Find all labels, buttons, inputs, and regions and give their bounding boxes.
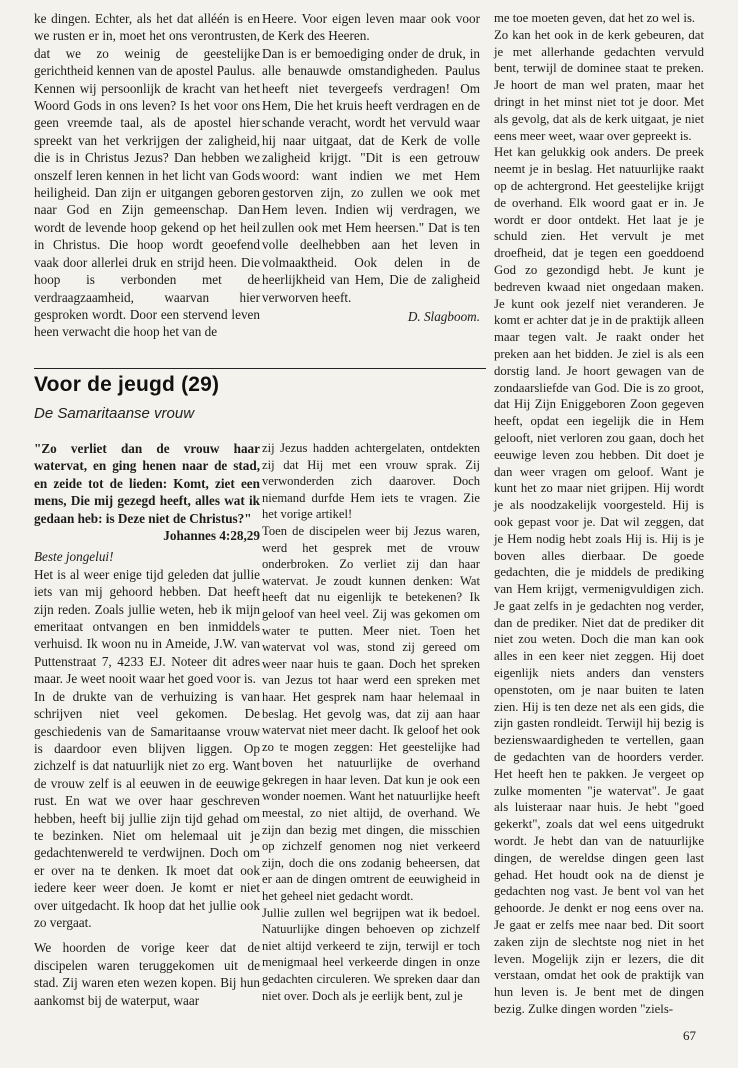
paragraph: Dan is er bemoediging onder de druk, in alle benauwde omstandigheden. Paulus heeft niet tevergeefs verdragen! Om Hem, Die het kruis heeft verdragen en de schande veracht, wordt het vervuld waar hij naar uitgaat, dat de Kerk de volle zaligheid krijgt. "Dit is een getrouw woord: want indien we met Hem gestorven zijn, zo zullen we ook met Hem leven. Indien wij verdragen, we zullen ook met Hem heersen." Dat is ten volle deelhebben aan het leven in volmaaktheid. Ook delen in de heerlijkheid van Hem, Die de zaligheid verworven heeft. (262, 45, 480, 305)
paragraph: Jullie zullen wel begrijpen wat ik bedoel. Natuurlijke dingen behoeven op zichzelf niet altijd verkeerd te zijn, terwijl er toch menigmaal heel verkeerde dingen in onze gedachten circuleren. We spreken daar dan niet over. Doch als je eerlijk bent, zul je (262, 905, 480, 1003)
paragraph: In de drukte van de verhuizing is van schrijven niet veel gekomen. De geschiedenis van de Samaritaanse vrouw is daardoor even blijven liggen. Op zichzelf is dat natuurlijk niet zo erg. Want de vrouw zelf is al eeuwen in de eeuwige rust. En wat we over haar geschreven hebben, heeft bij jullie zijn tijd gehad om te bezinken. Niet om helemaal uit je gedachtenwereld te verdwijnen. Doch om er over na te denken. Ik moet dat ook iedere keer weer doen. Je komt er niet over uitgedacht. Ik hoop dat het jullie ook zo vergaat. (34, 688, 260, 930)
paragraph: Heere. Voor eigen leven maar ook voor de Kerk des Heeren. (262, 11, 480, 44)
column-2 (262, 10, 480, 325)
paragraph: me toe moeten geven, dat het zo wel is. (494, 11, 696, 25)
paragraph: Het kan gelukkig ook anders. De preek neemt je in beslag. Het natuurlijke raakt op de achtergrond. Het geestelijke krijgt de overhand. Elk woord gaat er in. Je wordt er door ontdekt. Het laat je je schuld zien. Het vervult je met droefheid, dat je tegen een goeddoend God zo gezondigd hebt. Je kunt je bedreven kwaad niet ongedaan maken. Je kunt ook jezelf niet veranderen. Je komt er achter dat je in de praktijk alleen maar tegen valt. Je raakt onder het preken aan het bidden. Je ziel is als een dorstig land. Je hoort gewagen van de zondaarsliefde van God. Die is zo groot, dat Hij Zijn Eniggeboren Zoon gegeven heeft, opdat een iegelijk die in Hem gelooft, niet verloren zou gaan, doch het eeuwige leven zou hebben. Dit doet je dan weer vragen om geloof. Want je kunt het zo maar niet grijpen. Hij wordt je als noodzakelijk voorgesteld. Hij is ook gepast voor je. Dat wil zeggen, dat je Hem nodig hebt zoals Hij is. Hij is je boven alles dierbaar. De goede gedachten, die je middels de prediking van Hem krijgt, vermenigvuldigen zich. Je gaat zelfs in je gedachten nog verder, dan de prediker. Niet dat de prediker dit niet zou weten. Doch die man kan ook alles in een keer niet zeggen. Hij doet eigenlijk niets anders dan vensters openstoten, om je naar buiten te laten zien. Hij is ten deze net als een gids, die zijn gasten rondleidt. Terwijl hij bezig is bezienswaardigheden te vertellen, gaan de gedachten van de hoorders verder. Het heeft hen te pakken. Je vergeet op zulke momenten "je watervat". Je gaat als luisteraar naar huis. Je hebt "goed gekerkt", zoals dat wel eens uitgedrukt wordt. Je hebt dan van de natuurlijke dingen, de wereldse dingen geen last gehad. Het houdt ook na de dienst je gedachten nog vast. Je bent vol van het gehoorde. Je denkt er nog eens over na. Je gaat er zelfs mee naar bed. Dit soort zaken zijn de slechtste nog niet in het leven. Mogelijk zijn er lezers, die dit verstaan, omdat het ook de praktijk van hun leven is. Je bent met de dingen bezig. Zulke dingen worden "ziels- (494, 145, 704, 1017)
paragraph: Kennen wij persoonlijk de kracht van het Woord Gods in ons leven? Is het voor ons geen vreemde taal, als de apostel hier spreekt van het verkrijgen der zaligheid, die is in Christus Jezus? Dan hebben we onszelf leren kennen in het licht van Gods heiligheid. Dan zijn er uitgangen geboren naar God en Zijn gemeenschap. Dan wordt de levende hoop gekend op het heil in Christus. Die hoop wordt geoefend vaak door allerlei druk en strijd heen. Die hoop is verbonden met de verdraagzaamheid, waarvan hier gesproken wordt. Door een stervend leven heen verwacht die hoop het van de (34, 80, 260, 340)
paragraph: Toen de discipelen weer bij Jezus waren, werd het gesprek met de vrouw onderbroken. Zo verliet zij dan haar watervat. Je zoudt kunnen denken: Wat heeft dat nu eigenlijk te betekenen? Ik geloof van heel veel. Zij was gekomen om water te putten. Meer niet. Toen het watervat vol was, stond zij gereed om weer naar huis te gaan. Doch het spreken van Jezus tot haar werd een spreken met haar. Het gesprek nam haar helemaal in beslag. Het gevolg was, dat zij aan haar watervat niet meer dacht. Ik geloof het ook zo te mogen zeggen: Het geestelijke had boven het natuurlijke de overhand gekregen in haar leven. Dat kun je ook een wonder noemen. Want het natuurlijke heeft meestal, zo niet altijd, de overhand. We zijn dan bezig met dingen, die misschien op zichzelf genomen nog niet verkeerd zijn, doch die ons zodanig beheersen, dat er aan de dingen omtrent de eeuwigheid in het geheel niet gedacht wordt. (262, 523, 480, 904)
bible-quote: "Zo verliet dan de vrouw haar watervat, en ging henen naar de stad, en zeide tot de lieden: Komt, ziet een mens, Die mij gezegd heeft, alles wat ik gedaan heb: is Deze niet de Christus?" (34, 441, 260, 526)
author-signature: D. Slagboom. (407, 308, 480, 324)
paragraph: Zo kan het ook in de kerk gebeuren, dat je met allerhande gedachten vervuld bent, terwijl de dominee staat te preken. Je hoort de man wel praten, maar het dringt in het minst niet tot je door. Met als gevolg, dat als de kerk uitgaat, je niet eens meer weet, waar over gepreekt is. (494, 27, 704, 143)
paragraph: zij Jezus hadden achtergelaten, ontdekten zij dat Hij met een vrouw sprak. Zij verwonderden zich daarover. Doch niemand durfde Hem iets te vragen. Zie het vorige artikel! (262, 441, 480, 522)
column-1 (34, 10, 260, 341)
section-divider (34, 368, 486, 369)
paragraph: Het is al weer enige tijd geleden dat jullie iets van mij gehoord hebben. Dat heeft zijn reden. Zoals jullie weten, heb ik mijn emeritaat ontvangen en ben inmiddels verhuisd. Ik woon nu in Ameide, J.W. van Puttenstraat 7, 4233 EJ. Noteer dit adres maar. Je weet nooit waar het goed voor is. (34, 566, 260, 687)
section-subtitle: De Samaritaanse vrouw (34, 405, 195, 422)
column-4 (34, 440, 260, 1009)
page-number: 67 (683, 1028, 696, 1043)
column-5 (262, 440, 480, 1004)
section-title: Voor de jeugd (29) (34, 373, 220, 396)
bible-reference: Johannes 4:28,29 (163, 528, 260, 544)
paragraph: ke dingen. Echter, als het dat alléén is en we rusten er in, moet het ons verontrusten, dat we zo weinig de geestelijke gerichtheid kennen van de apostel Paulus. (34, 11, 260, 79)
paragraph: We hoorden de vorige keer dat de discipelen waren teruggekomen uit de stad. Zij waren eten wezen kopen. Bij hun aankomst bij de waterput, waar (34, 940, 260, 1008)
salutation: Beste jongelui! (34, 549, 114, 565)
column-3 (494, 10, 704, 1018)
